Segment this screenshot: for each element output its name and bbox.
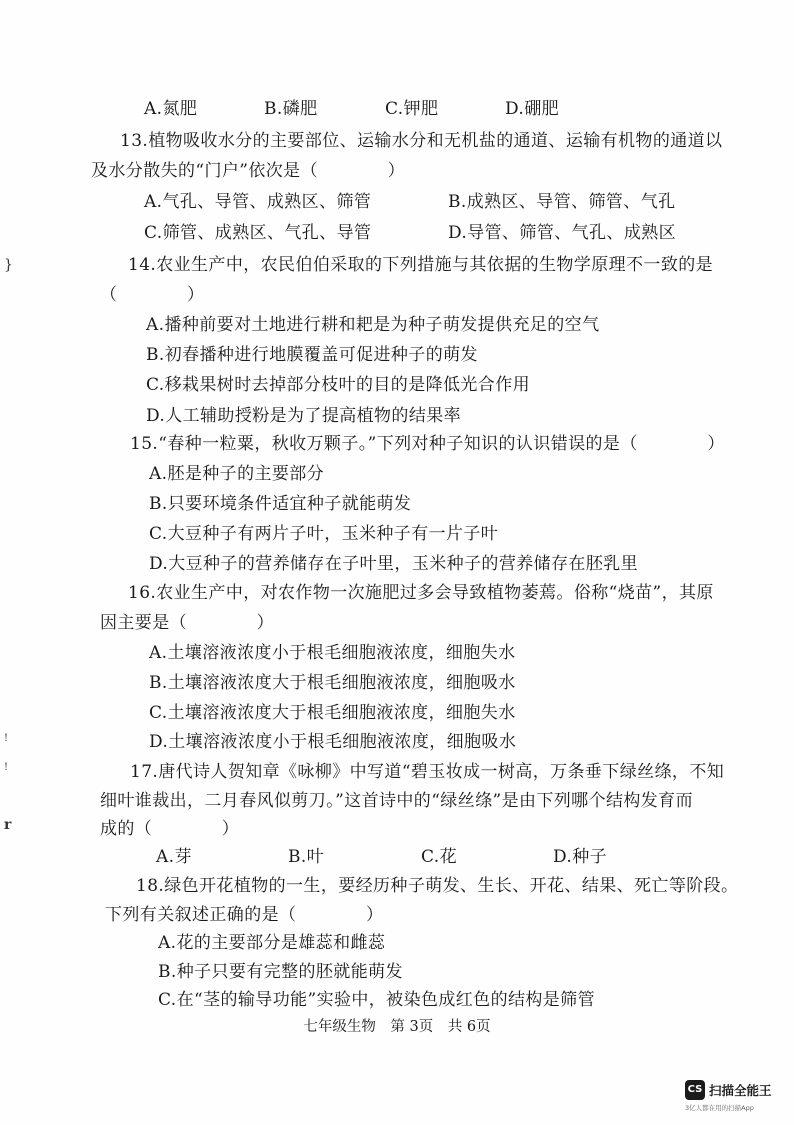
q15-stem-line1: 15.“春种一粒粟，秋收万颗子。”下列对种子知识的认识错误的是（ ） [130, 434, 725, 454]
q17-stem-line1: 17.唐代诗人贺知章《咏柳》中写道“碧玉妆成一树高，万条垂下绿丝绦，不知 [130, 762, 725, 782]
q17-option-c: C.花 [421, 847, 458, 867]
q16-option-a: A.土壤溶液浓度小于根毛细胞液浓度，细胞失水 [149, 643, 516, 663]
q17-stem-line3: 成的（ ） [100, 819, 240, 839]
q17-option-d: D.种子 [553, 847, 608, 867]
watermark-name: 扫描全能王 [709, 1083, 772, 1098]
q17-stem-line2: 细叶谁裁出，二月春风似剪刀。”这首诗中的“绿丝绦”是由下列哪个结构发育而 [100, 791, 693, 811]
page-footer [0, 1015, 794, 1036]
q18-option-c: C.在“茎的输导功能”实验中，被染色成红色的结构是筛管 [158, 990, 595, 1010]
q16-option-c: C.土壤溶液浓度大于根毛细胞液浓度，细胞失水 [149, 703, 516, 723]
footer-page: 第 3页 [390, 1019, 434, 1035]
q13-option-c: C.筛管、成熟区、气孔、导管 [144, 223, 372, 243]
q16-stem-line1: 16.农业生产中，对农作物一次施肥过多会导致植物萎蔫。俗称“烧苗”，其原 [128, 583, 714, 603]
q16-stem-line2: 因主要是（ ） [100, 613, 274, 633]
margin-mark: } [4, 257, 13, 273]
q14-stem-line1: 14.农业生产中，农民伯伯采取的下列措施与其依据的生物学原理不一致的是 [128, 255, 714, 275]
q15-option-c: C.大豆种子有两片子叶，玉米种子有一片子叶 [149, 524, 499, 544]
q13-stem-line2: 及水分散失的“门户”依次是（ ） [91, 161, 405, 181]
q13-option-d: D.导管、筛管、气孔、成熟区 [448, 223, 677, 243]
q14-option-c: C.移栽果树时去掉部分枝叶的目的是降低光合作用 [146, 375, 531, 395]
footer-course: 七年级生物 [303, 1019, 376, 1035]
q12-option-c: C.钾肥 [385, 99, 439, 119]
q15-option-b: B.只要环境条件适宜种子就能萌发 [149, 494, 412, 514]
q18-option-b: B.种子只要有完整的胚就能萌发 [158, 962, 403, 982]
q18-stem-line1: 18.绿色开花植物的一生，要经历种子萌发、生长、开花、结果、死亡等阶段。 [136, 876, 739, 896]
q14-option-d: D.人工辅助授粉是为了提高植物的结果率 [146, 406, 462, 426]
q17-option-a: A.芽 [156, 847, 192, 867]
q17-option-b: B.叶 [288, 847, 325, 867]
q16-option-d: D.土壤溶液浓度小于根毛细胞液浓度，细胞吸水 [149, 732, 517, 752]
camscanner-logo-icon: CS [685, 1080, 705, 1100]
footer-total: 共 6页 [447, 1019, 491, 1035]
q14-option-b: B.初春播种进行地膜覆盖可促进种子的萌发 [146, 345, 478, 365]
margin-mark: r [4, 817, 12, 833]
q16-option-b: B.土壤溶液浓度大于根毛细胞液浓度，细胞吸水 [149, 673, 516, 693]
q13-option-b: B.成熟区、导管、筛管、气孔 [448, 192, 676, 212]
watermark-tagline: 3亿人都在用的扫描App [685, 1104, 754, 1112]
q12-option-d: D.硼肥 [505, 99, 560, 119]
margin-mark: ! [4, 762, 9, 773]
q15-option-d: D.大豆种子的营养储存在子叶里，玉米种子的营养储存在胚乳里 [149, 554, 639, 574]
q13-stem-line1: 13.植物吸收水分的主要部位、运输水分和无机盐的通道、运输有机物的通道以 [120, 131, 723, 151]
q14-option-a: A.播种前要对土地进行耕和耙是为种子萌发提供充足的空气 [146, 315, 600, 335]
q18-option-a: A.花的主要部分是雄蕊和雌蕊 [158, 933, 386, 953]
q13-option-a: A.气孔、导管、成熟区、筛管 [144, 192, 372, 212]
margin-mark: ! [4, 733, 9, 744]
q12-option-b: B.磷肥 [264, 99, 318, 119]
q14-stem-line2: （ ） [100, 285, 205, 305]
q18-stem-line2: 下列有关叙述正确的是（ ） [105, 905, 384, 925]
q12-option-a: A.氮肥 [144, 99, 198, 119]
q15-option-a: A.胚是种子的主要部分 [149, 464, 325, 484]
